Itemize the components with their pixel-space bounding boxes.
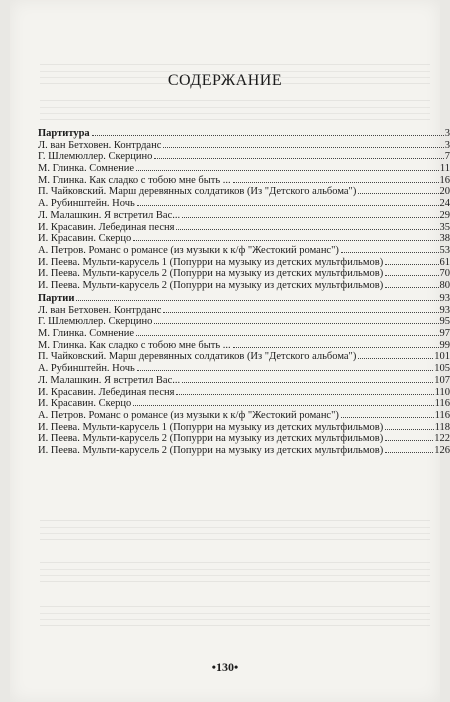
toc-entry-title: А. Рубинштейн. Ночь xyxy=(38,363,135,375)
leader-dots xyxy=(233,347,439,348)
toc-entry xyxy=(38,268,450,280)
leader-dots xyxy=(233,182,439,183)
toc-entry-title: И. Пеева. Мульти-карусель 2 (Попурри на музыку из детских мультфильмов) xyxy=(38,433,384,445)
page-number: •130• xyxy=(211,660,239,674)
toc-entry-page: 29 xyxy=(439,209,450,221)
toc-entry-page: 95 xyxy=(439,316,450,328)
toc-entry-page: 116 xyxy=(434,398,450,410)
toc-entry xyxy=(38,175,450,187)
toc-section-score xyxy=(38,128,450,292)
toc-entry xyxy=(38,363,450,375)
toc-entry xyxy=(38,245,450,257)
leader-dots xyxy=(385,275,438,276)
bleed-through-staff xyxy=(40,520,430,540)
toc-entry xyxy=(38,422,450,434)
toc-heading-page: 93 xyxy=(439,293,450,304)
toc-heading-page: 3 xyxy=(444,128,450,139)
toc-entry-page: 80 xyxy=(439,279,450,291)
toc-entry-title: И. Пеева. Мульти-карусель 1 (Попурри на музыку из детских мультфильмов) xyxy=(38,421,384,433)
toc-entry-page: 38 xyxy=(439,233,450,245)
toc-entry-page: 116 xyxy=(434,409,450,421)
leader-dots xyxy=(385,429,433,430)
leader-dots xyxy=(137,205,439,206)
toc-entry-title: Л. Малашкин. Я встретил Вас... xyxy=(38,374,181,386)
leader-dots xyxy=(182,217,438,218)
document-page xyxy=(10,0,450,702)
toc-entry-page: 93 xyxy=(439,304,450,316)
toc-entry-title: П. Чайковский. Марш деревянных солдатиков (Из "Детского альбома") xyxy=(38,351,357,363)
bleed-through-staff xyxy=(40,606,430,626)
leader-dots xyxy=(385,452,433,453)
toc-entry-page: 16 xyxy=(439,174,450,186)
leader-dots xyxy=(385,264,438,265)
leader-dots xyxy=(358,358,433,359)
toc-entry xyxy=(38,433,450,445)
toc-entry xyxy=(38,387,450,399)
leader-dots xyxy=(163,147,443,148)
bleed-through-staff xyxy=(40,562,430,582)
toc-entry-page: 101 xyxy=(434,351,450,363)
toc-entry-page: 53 xyxy=(439,244,450,256)
toc-entry-title: Л. ван Бетховен. Контрданс xyxy=(38,304,162,316)
toc-entry xyxy=(38,305,450,317)
leader-dots xyxy=(136,170,439,171)
toc-entry-title: Г. Шлемюллер. Скерцино xyxy=(38,151,153,163)
toc-heading-text: Партии xyxy=(38,293,75,304)
toc-entry-title: А. Петров. Романс о романсе (из музыки к к/ф "Жестокий романс") xyxy=(38,409,339,421)
toc-entry-page: 118 xyxy=(434,421,450,433)
toc-entry-title: И. Красавин. Лебединая песня xyxy=(38,386,175,398)
toc-entry-title: Л. ван Бетховен. Контрданс xyxy=(38,139,162,151)
toc-entry-title: А. Рубинштейн. Ночь xyxy=(38,198,135,210)
toc-section-heading xyxy=(38,128,450,140)
toc-entry-page: 105 xyxy=(434,363,450,375)
toc-entry-title: А. Петров. Романс о романсе (из музыки к к/ф "Жестокий романс") xyxy=(38,244,339,256)
toc-entry-page: 20 xyxy=(439,186,450,198)
bleed-through-staff xyxy=(40,100,430,120)
toc-section-parts xyxy=(38,293,450,457)
toc-entry-page: 110 xyxy=(434,386,450,398)
toc-entry-page: 61 xyxy=(439,256,450,268)
toc-entry xyxy=(38,222,450,234)
toc-entry-page: 126 xyxy=(434,444,450,456)
toc-entry-page: 3 xyxy=(444,139,450,151)
toc-heading-text: Партитура xyxy=(38,128,90,139)
toc-entry-page: 99 xyxy=(439,339,450,351)
toc-entry-title: П. Чайковский. Марш деревянных солдатиков (Из "Детского альбома") xyxy=(38,186,357,198)
toc-entry xyxy=(38,140,450,152)
toc-entry-title: Г. Шлемюллер. Скерцино xyxy=(38,316,153,328)
toc-entry xyxy=(38,233,450,245)
toc-entry-title: И. Пеева. Мульти-карусель 1 (Попурри на музыку из детских мультфильмов) xyxy=(38,256,384,268)
leader-dots xyxy=(76,300,438,301)
toc-entry-page: 107 xyxy=(434,374,450,386)
toc-entry-title: И. Пеева. Мульти-карусель 2 (Попурри на музыку из детских мультфильмов) xyxy=(38,279,384,291)
leader-dots xyxy=(133,405,433,406)
toc-entry-title: М. Глинка. Сомнение xyxy=(38,328,135,340)
leader-dots xyxy=(92,135,444,136)
toc-entry xyxy=(38,328,450,340)
toc-entry-title: М. Глинка. Как сладко с тобою мне быть ... xyxy=(38,339,231,351)
toc-entry xyxy=(38,375,450,387)
leader-dots xyxy=(133,240,438,241)
toc-entry-title: М. Глинка. Как сладко с тобою мне быть ... xyxy=(38,174,231,186)
toc-entry-page: 122 xyxy=(434,433,450,445)
leader-dots xyxy=(385,440,433,441)
leader-dots xyxy=(137,370,433,371)
toc-entry-page: 7 xyxy=(444,151,450,163)
leader-dots xyxy=(176,394,433,395)
toc-entry-title: И. Пеева. Мульти-карусель 2 (Попурри на музыку из детских мультфильмов) xyxy=(38,268,384,280)
leader-dots xyxy=(182,382,433,383)
leader-dots xyxy=(154,323,438,324)
toc-entry xyxy=(38,445,450,457)
toc-entry-title: И. Красавин. Скерцо xyxy=(38,398,132,410)
leader-dots xyxy=(385,287,438,288)
toc-section-heading xyxy=(38,293,450,305)
toc-entry-page: 11 xyxy=(439,163,450,175)
toc-entry-title: И. Красавин. Лебединая песня xyxy=(38,221,175,233)
toc-entry xyxy=(38,257,450,269)
leader-dots xyxy=(358,193,438,194)
toc-entry-page: 35 xyxy=(439,221,450,233)
leader-dots xyxy=(136,335,438,336)
toc-entry xyxy=(38,210,450,222)
leader-dots xyxy=(176,229,438,230)
toc-entry xyxy=(38,351,450,363)
toc-entry xyxy=(38,198,450,210)
toc-entry xyxy=(38,316,450,328)
leader-dots xyxy=(163,312,438,313)
leader-dots xyxy=(341,252,439,253)
leader-dots xyxy=(154,158,443,159)
toc-entry xyxy=(38,280,450,292)
toc-entry xyxy=(38,163,450,175)
toc-entry xyxy=(38,410,450,422)
toc-entry-page: 70 xyxy=(439,268,450,280)
toc-entry xyxy=(38,151,450,163)
leader-dots xyxy=(341,417,434,418)
toc-entry-title: И. Пеева. Мульти-карусель 2 (Попурри на музыку из детских мультфильмов) xyxy=(38,444,384,456)
toc-entry xyxy=(38,398,450,410)
toc-entry-title: И. Красавин. Скерцо xyxy=(38,233,132,245)
toc-entry xyxy=(38,186,450,198)
toc-entry-title: М. Глинка. Сомнение xyxy=(38,163,135,175)
toc-entry-title: Л. Малашкин. Я встретил Вас... xyxy=(38,209,181,221)
toc-entry-page: 97 xyxy=(439,328,450,340)
page-title: СОДЕРЖАНИЕ xyxy=(167,72,283,89)
toc-entry xyxy=(38,340,450,352)
toc-entry-page: 24 xyxy=(439,198,450,210)
